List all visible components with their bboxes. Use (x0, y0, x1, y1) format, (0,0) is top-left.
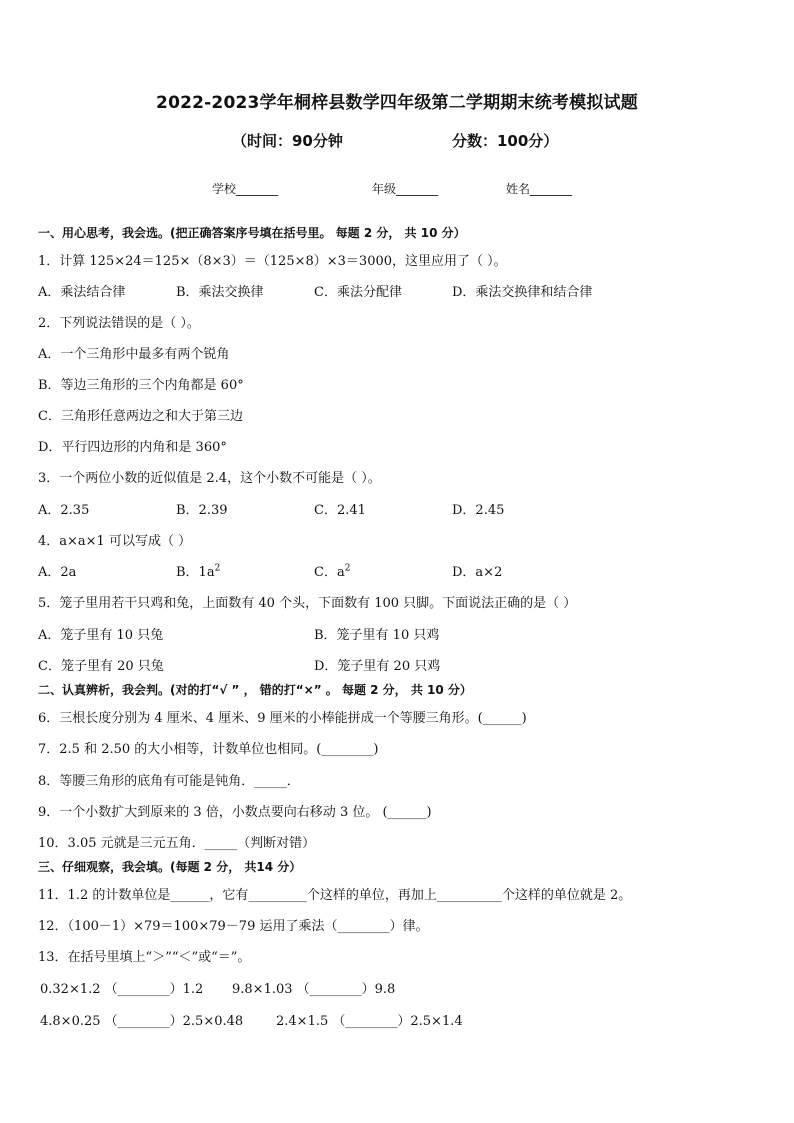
section-3-heading: 三、仔细观察，我会填。(每题 2 分， 共14 分） (38, 860, 302, 874)
question-13: 13．在括号里填上“＞”“＜”或“＝”。 (38, 950, 251, 965)
q5-option-b: B．笼子里有 10 只鸡 (314, 628, 440, 643)
section-2-heading: 二、认真辨析，我会判。(对的打“√ ” ， 错的打“×” 。 每题 2 分， 共 10 分） (38, 683, 472, 697)
question-2: 2．下列说法错误的是（ ）。 (38, 316, 200, 331)
q4-option-b: B．$1a^2$ (176, 563, 221, 580)
q5-option-c: C．笼子里有 20 只兔 (38, 659, 164, 674)
q2-option-d: D．平行四边形的内角和是 360° (38, 440, 227, 455)
q2-option-c: C．三角形任意两边之和大于第三边 (38, 409, 243, 424)
question-7: 7．2.5 和 2.50 的大小相等，计数单位也相同。(________) (38, 742, 379, 757)
q13-compare-1: 0.32×1.2 （________）1.2 (40, 982, 204, 997)
q4-option-d: D．a×2 (452, 565, 503, 580)
q2-option-a: A．一个三角形中最多有两个锐角 (38, 347, 230, 362)
question-5: 5．笼子里用若干只鸡和兔，上面数有 40 个头，下面数有 100 只脚。下面说法正确的是（ ） (38, 596, 577, 611)
q13-compare-4: 2.4×1.5 （________）2.5×1.4 (276, 1014, 463, 1029)
question-3: 3．一个两位小数的近似值是 2.4，这个小数不可能是（ ）。 (38, 471, 381, 486)
question-9: 9．一个小数扩大到原来的 3 倍，小数点要向右移动 3 位。 (______) (38, 805, 432, 820)
q4-option-c: C．$a^2$ (314, 563, 351, 580)
question-6: 6．三根长度分别为 4 厘米、4 厘米、9 厘米的小棒能拼成一个等腰三角形。(______) (38, 711, 527, 726)
q13-compare-3: 4.8×0.25 （________）2.5×0.48 (40, 1014, 244, 1029)
q3-option-c: C．2.41 (314, 503, 366, 518)
exam-score: 分数：100分） (452, 132, 559, 150)
question-10: 10．3.05 元就是三元五角．_____（判断对错） (38, 836, 316, 851)
q1-option-b: B．乘法交换律 (176, 285, 264, 300)
question-12: 12．（100－1）×79＝100×79－79 运用了乘法（________）律。 (38, 919, 429, 934)
q1-option-a: A．乘法结合律 (38, 285, 126, 300)
exam-time: （时间：90分钟 (232, 132, 343, 150)
section-1-heading: 一、用心思考，我会选。(把正确答案序号填在括号里。 每题 2 分， 共 10 分） (38, 226, 466, 240)
question-4: 4．a×a×1 可以写成（ ） (38, 534, 192, 549)
q3-option-d: D．2.45 (452, 503, 505, 518)
q5-option-d: D．笼子里有 20 只鸡 (314, 659, 441, 674)
question-8: 8．等腰三角形的底角有可能是钝角．_____． (38, 774, 300, 789)
page-title: 2022-2023学年桐梓县数学四年级第二学期期末统考模拟试题 (156, 93, 638, 113)
q1-option-c: C．乘法分配律 (314, 285, 402, 300)
q5-option-a: A．笼子里有 10 只兔 (38, 628, 164, 643)
q3-option-a: A．2.35 (38, 503, 90, 518)
q2-option-b: B．等边三角形的三个内角都是 60° (38, 378, 244, 393)
grade-field: 年级_______ (372, 182, 439, 196)
q13-compare-2: 9.8×1.03 （________）9.8 (232, 982, 396, 997)
q3-option-b: B．2.39 (176, 503, 228, 518)
question-11: 11．1.2 的计数单位是______，它有_________个这样的单位，再加上__________个这样的单位就是 2。 (38, 888, 632, 903)
question-1: 1．计算 125×24＝125×（8×3）＝（125×8）×3＝3000，这里应用了（ ）。 (38, 254, 507, 269)
q4-option-a: A．2a (38, 565, 77, 580)
school-field: 学校_______ (212, 182, 279, 196)
name-field: 姓名_______ (506, 182, 573, 196)
q1-option-d: D．乘法交换律和结合律 (452, 285, 593, 300)
